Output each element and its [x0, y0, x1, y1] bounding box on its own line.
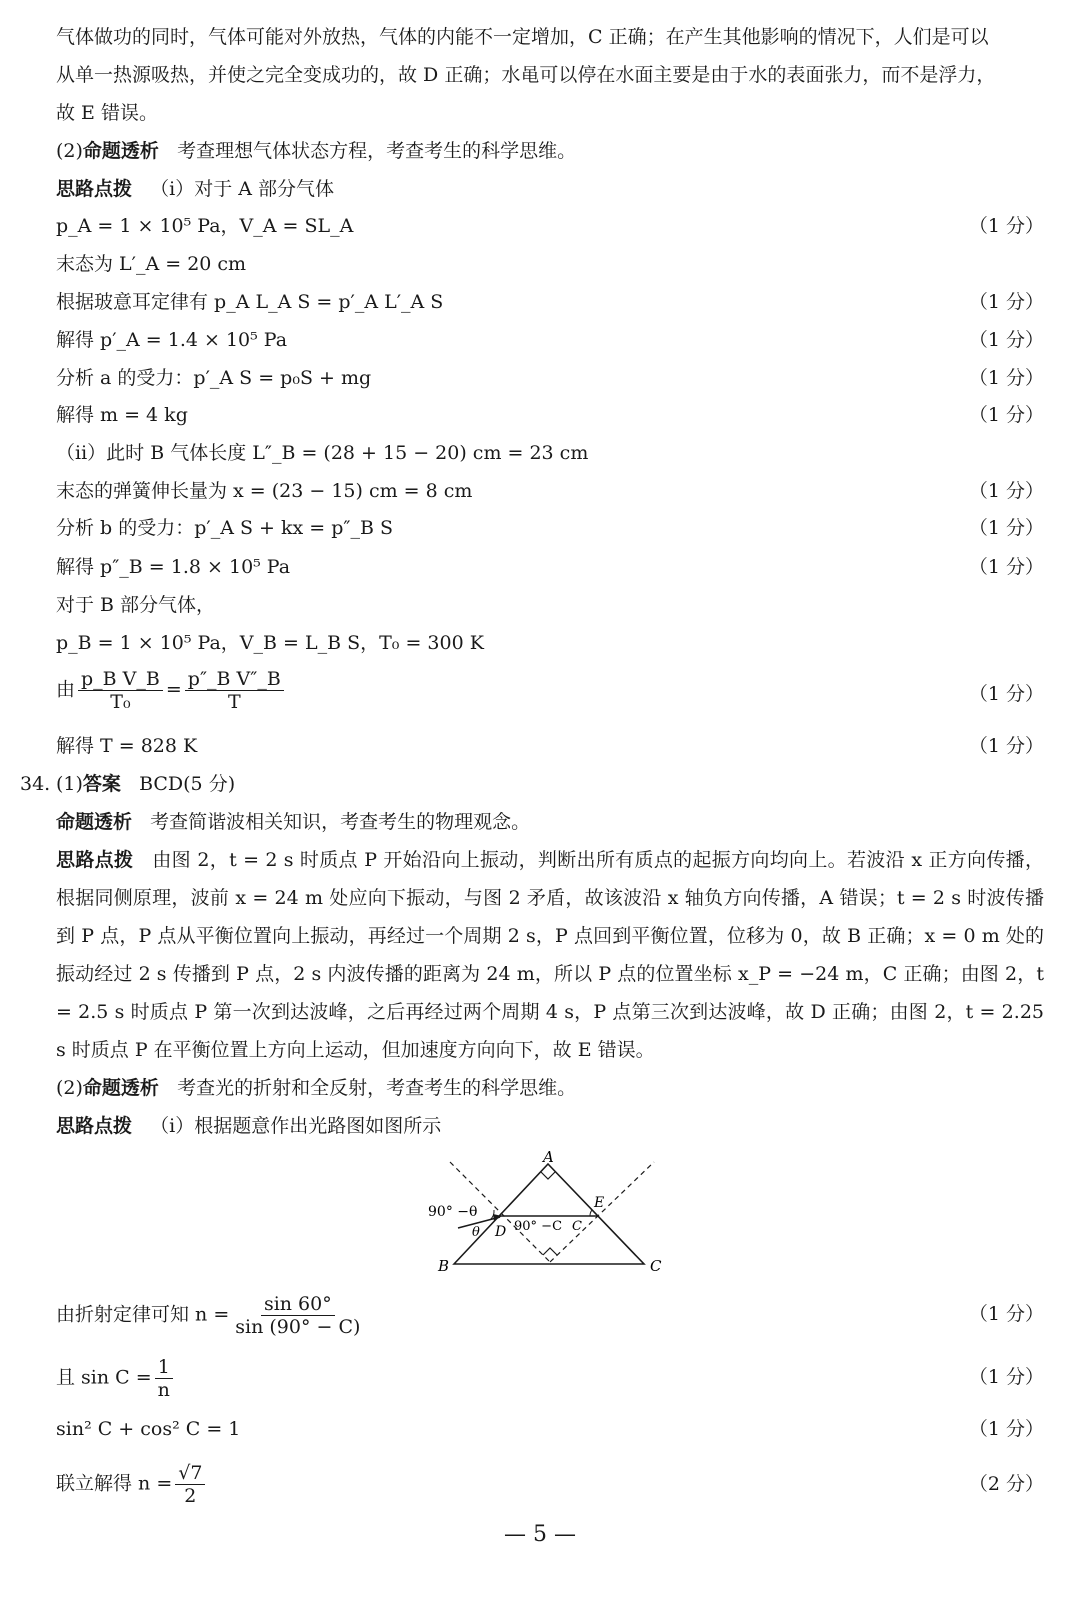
answer-line	[56, 771, 1044, 797]
hint-line	[56, 176, 1044, 202]
numerator: 1	[155, 1356, 173, 1379]
right-angle-mark	[543, 1248, 557, 1255]
score-label: （1 分）	[968, 404, 1044, 426]
hint-text: （ⅰ）根据题意作出光路图如图所示	[150, 1115, 442, 1137]
text-line: 从单一热源吸热，并使之完全变成功的，故 D 正确；水黾可以停在水面主要是由于水的表面张力，而不是浮力，	[56, 64, 996, 86]
equation-line: 解得 T = 828 K	[56, 735, 198, 757]
right-angle-mark	[541, 1172, 555, 1179]
dashed-normal-right	[550, 1162, 654, 1262]
denominator: sin (90° − C)	[235, 1316, 361, 1338]
equation-line: 根据玻意耳定律有 p_A L_A S = p′_A L′_A S	[56, 291, 444, 313]
angle-label-c: C	[572, 1219, 582, 1234]
denominator: n	[157, 1379, 170, 1401]
angle-label-90-c: 90° −C	[514, 1219, 563, 1234]
page-number: — 5 —	[504, 1522, 576, 1547]
numerator: √7	[175, 1462, 205, 1485]
score-label: （1 分）	[968, 215, 1044, 237]
section-desc: 考查理想气体状态方程，考查考生的科学思维。	[177, 140, 577, 162]
equation-line: 对于 B 部分气体，	[56, 594, 216, 616]
angle-arc	[590, 1210, 592, 1216]
hint-paragraph	[56, 841, 1044, 1069]
frac-prefix: 由折射定律可知 n =	[56, 1303, 230, 1326]
score-label: （1 分）	[968, 517, 1044, 539]
fraction-equation	[56, 1356, 1044, 1401]
score-label: （1 分）	[968, 1366, 1044, 1388]
section-title: 命题透析	[82, 140, 159, 162]
equation-line: 分析 b 的受力：p′_A S + kx = p″_B S	[56, 517, 393, 539]
equation-line: 分析 a 的受力：p′_A S = p₀S + mg	[56, 367, 372, 389]
score-label: （1 分）	[968, 329, 1044, 351]
frac-prefix: 由	[56, 678, 76, 701]
score-label: （1 分）	[968, 1418, 1044, 1440]
section-title: 命题透析	[56, 811, 133, 833]
section-heading	[56, 138, 1044, 164]
score-label: （1 分）	[968, 367, 1044, 389]
hint-label: 思路点拨	[56, 1115, 133, 1137]
frac-prefix: 且 sin C =	[56, 1366, 152, 1389]
equation-line: p_A = 1 × 10⁵ Pa，V_A = SL_A	[56, 215, 354, 237]
hint-text: （ⅰ）对于 A 部分气体	[150, 178, 335, 200]
numerator: sin 60°	[261, 1293, 335, 1316]
fraction-equation	[56, 668, 1044, 713]
section-heading	[56, 1075, 1044, 1101]
equation-line: sin² C + cos² C = 1	[56, 1418, 241, 1440]
section-heading	[56, 809, 1044, 835]
frac-prefix: 联立解得 n =	[56, 1472, 173, 1495]
angle-label-theta: θ	[472, 1225, 480, 1240]
fraction-equation	[56, 1293, 1044, 1338]
equation-line: 末态为 L′_A = 20 cm	[56, 253, 247, 275]
section-desc: 考查光的折射和全反射，考查考生的科学思维。	[177, 1077, 577, 1099]
numerator: p_B V_B	[78, 668, 163, 691]
part-prefix: (1)	[56, 773, 83, 795]
hint-label: 思路点拨	[56, 178, 133, 200]
question-number: 34.	[20, 773, 51, 795]
label-a: A	[543, 1150, 554, 1166]
fraction	[155, 1356, 173, 1401]
section-title: 命题透析	[82, 1077, 159, 1099]
label-b: B	[438, 1257, 450, 1275]
denominator: 2	[184, 1485, 197, 1507]
label-c: C	[650, 1257, 662, 1275]
score-label: （1 分）	[968, 480, 1044, 502]
light-path-diagram	[420, 1150, 680, 1280]
fraction-equation	[56, 1462, 1044, 1507]
text-line: 故 E 错误。	[56, 102, 158, 124]
score-label: （1 分）	[968, 683, 1044, 705]
score-label: （2 分）	[968, 1473, 1044, 1495]
hint-text: 由图 2，t = 2 s 时质点 P 开始沿向上振动，判断出所有质点的起振方向均向上。若波沿 x 正方向传播，根据同侧原理，波前 x = 24 m 处应向下振动，与图 2 矛盾，故该波沿 x 轴负方向传播，A 错误；t = 2 s 时波传播到 P 点，P 点从平衡位置向上振动，再经过一个周期 2 s，P 点回到平衡位置，位移为 0，故 B 正确；x = 0 m 处的振动经过 2 s 传播到 P 点，2 s 内波传播的距离为 24 m，所以 P 点的位置坐标 x_P = −24 m，C 正确；由图 2，t = 2.5 s 时质点 P 第一次到达波峰，之后再经过两个周期 4 s，P 点第三次到达波峰，故 D 正确；由图 2，t = 2.25 s 时质点 P 在平衡位置上方向上运动，但加速度方向向下，故 E 错误。	[56, 849, 1044, 1061]
hint-line	[56, 1113, 1044, 1139]
answer-label: 答案	[82, 773, 121, 795]
score-label: （1 分）	[968, 291, 1044, 313]
denominator: T	[227, 691, 241, 713]
score-label: （1 分）	[968, 556, 1044, 578]
section-desc: 考查简谐波相关知识，考查考生的物理观念。	[150, 811, 531, 833]
fraction	[185, 668, 284, 713]
equals-sign: =	[165, 678, 182, 701]
equation-line: 解得 p′_A = 1.4 × 10⁵ Pa	[56, 329, 288, 351]
hint-label: 思路点拨	[56, 849, 134, 871]
numerator: p″_B V″_B	[185, 668, 284, 691]
equation-line: （ⅱ）此时 B 气体长度 L″_B = (28 + 15 − 20) cm = 23 cm	[56, 442, 589, 464]
equation-line: p_B = 1 × 10⁵ Pa，V_B = L_B S，T₀ = 300 K	[56, 632, 484, 654]
equation-line: 末态的弹簧伸长量为 x = (23 − 15) cm = 8 cm	[56, 480, 473, 502]
equation-line: 解得 p″_B = 1.8 × 10⁵ Pa	[56, 556, 291, 578]
part-prefix: (2)	[56, 140, 83, 162]
label-d: D	[495, 1224, 507, 1240]
fraction	[232, 1293, 363, 1338]
equation-line: 解得 m = 4 kg	[56, 404, 188, 426]
angle-label-90-theta: 90° −θ	[428, 1204, 478, 1220]
fraction	[175, 1462, 205, 1507]
text-line: 气体做功的同时，气体可能对外放热，气体的内能不一定增加，C 正确；在产生其他影响的情况下，人们是可以	[56, 26, 989, 48]
score-label: （1 分）	[968, 735, 1044, 757]
fraction	[78, 668, 163, 713]
denominator: T₀	[110, 691, 131, 713]
answer-value: BCD(5 分)	[139, 773, 236, 795]
score-label: （1 分）	[968, 1303, 1044, 1325]
part-prefix: (2)	[56, 1077, 83, 1099]
label-e: E	[594, 1195, 605, 1211]
